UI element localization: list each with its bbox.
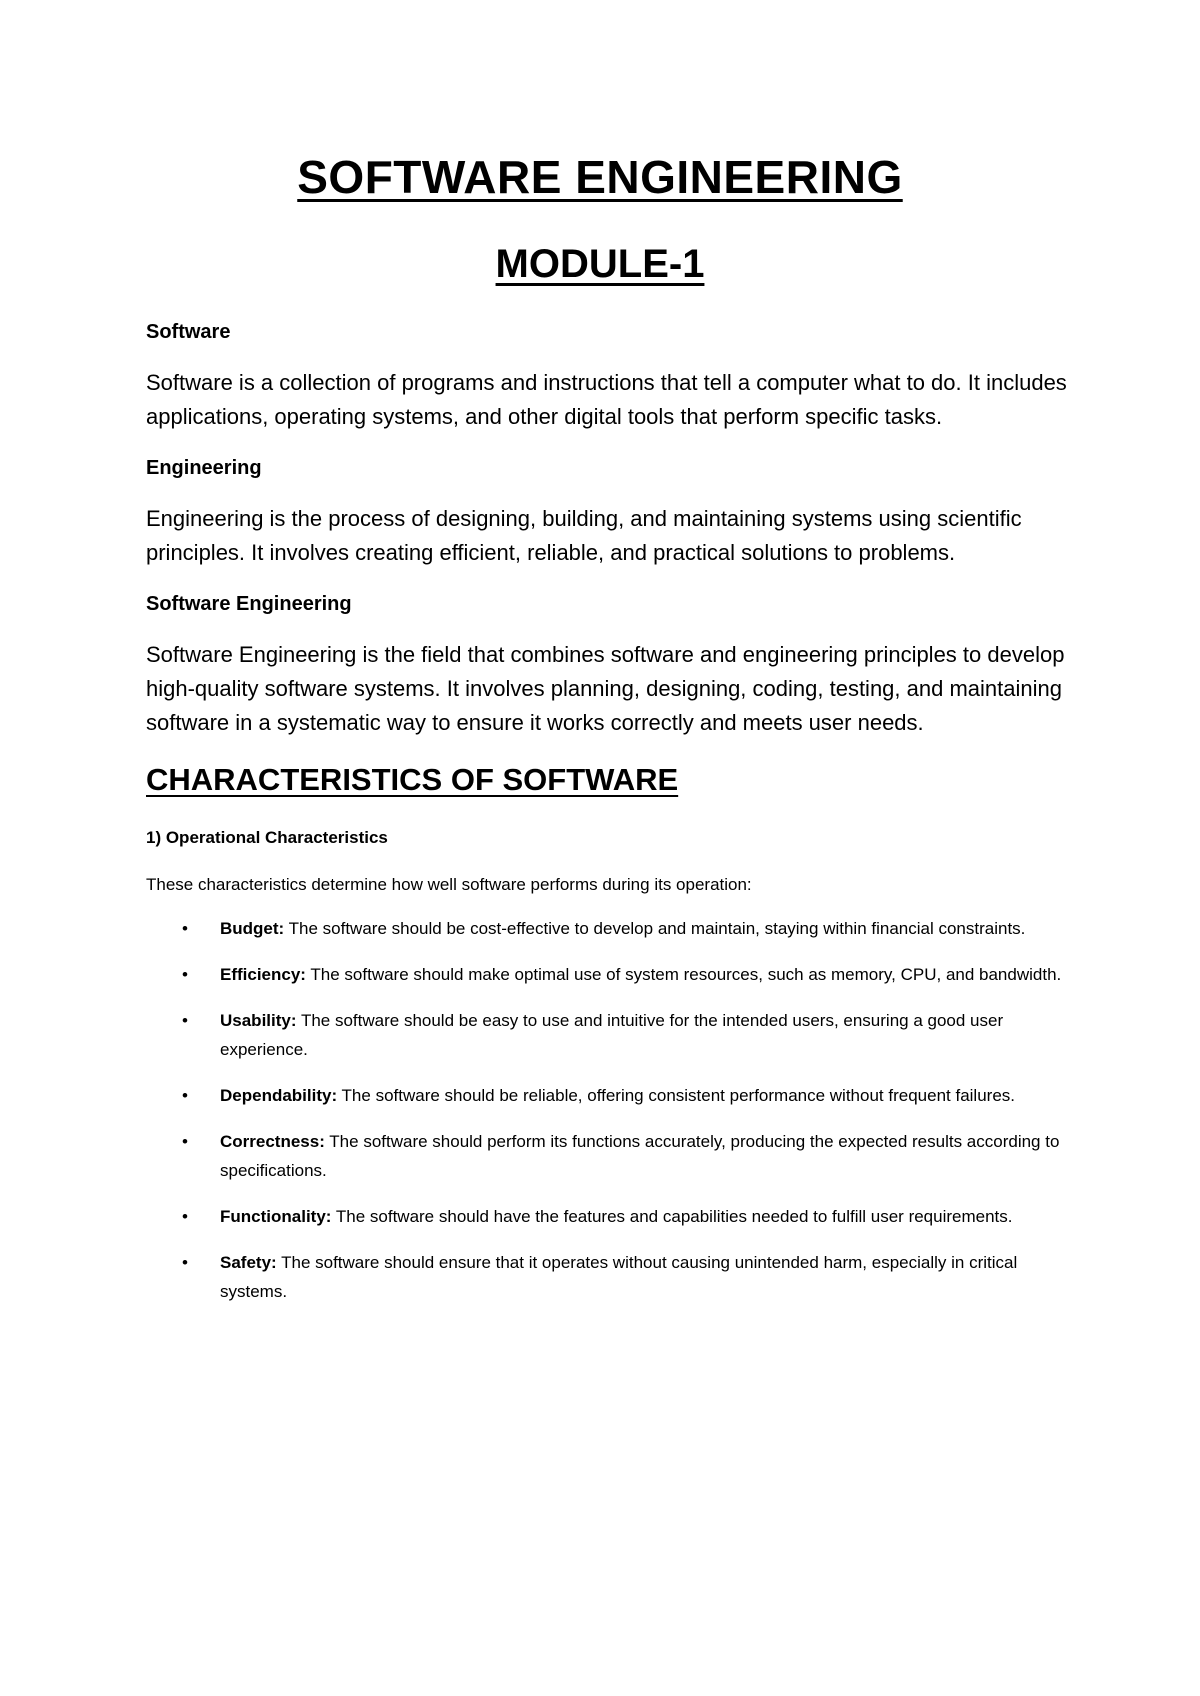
bullet-icon: • <box>182 1011 188 1030</box>
list-item <box>146 1127 1076 1185</box>
item-term: Budget: <box>220 919 285 938</box>
document-title: SOFTWARE ENGINEERING <box>297 151 903 203</box>
section-paragraph: Engineering is the process of designing, building, and maintaining systems using scientific principles. It involves creating efficient, reliable, and practical solutions to problems. <box>146 506 1022 565</box>
section-characteristics <box>146 760 1076 1306</box>
characteristics-intro: These characteristics determine how well software performs during its operation: <box>146 875 752 894</box>
list-item <box>146 914 1076 943</box>
section-paragraph: Software Engineering is the field that combines software and engineering principles to develop high-quality software systems. It involves planning, designing, coding, testing, and maintaining software in a systematic way to ensure it works correctly and meets user needs. <box>146 642 1065 735</box>
section-paragraph: Software is a collection of programs and instructions that tell a computer what to do. It includes applications, operating systems, and other digital tools that perform specific tasks. <box>146 370 1067 429</box>
operational-subheading: 1) Operational Characteristics <box>146 828 388 847</box>
item-text: The software should be reliable, offering consistent performance without frequent failures. <box>341 1086 1015 1105</box>
item-term: Usability: <box>220 1011 297 1030</box>
section-heading: Software <box>146 321 231 343</box>
item-term: Efficiency: <box>220 965 306 984</box>
section-software-engineering <box>146 590 1076 740</box>
section-software <box>146 318 1076 434</box>
section-heading: Software Engineering <box>146 593 352 615</box>
section-engineering <box>146 454 1076 570</box>
item-text: The software should have the features and capabilities needed to fulfill user requirements. <box>335 1207 1013 1226</box>
list-item <box>146 1006 1076 1064</box>
item-text: The software should perform its functions accurately, producing the expected results according to specifications. <box>220 1132 1060 1180</box>
list-item <box>146 1248 1076 1306</box>
item-text: The software should ensure that it operates without causing unintended harm, especially in critical systems. <box>220 1253 1018 1301</box>
item-term: Functionality: <box>220 1207 332 1226</box>
list-item <box>146 960 1076 989</box>
bullet-icon: • <box>182 1207 188 1226</box>
bullet-icon: • <box>182 1086 188 1105</box>
list-item <box>146 1202 1076 1231</box>
characteristics-list <box>146 914 1076 1306</box>
bullet-icon: • <box>182 1253 188 1272</box>
section-heading: Engineering <box>146 457 262 479</box>
document-body <box>146 318 1076 1323</box>
list-item <box>146 1081 1076 1110</box>
item-term: Dependability: <box>220 1086 338 1105</box>
bullet-icon: • <box>182 1132 188 1151</box>
item-text: The software should be easy to use and intuitive for the intended users, ensuring a good user experience. <box>220 1011 1004 1059</box>
bullet-icon: • <box>182 965 188 984</box>
item-term: Safety: <box>220 1253 277 1272</box>
characteristics-heading: CHARACTERISTICS OF SOFTWARE <box>146 762 679 797</box>
item-term: Correctness: <box>220 1132 325 1151</box>
item-text: The software should make optimal use of system resources, such as memory, CPU, and bandwidth. <box>310 965 1062 984</box>
item-text: The software should be cost-effective to develop and maintain, staying within financial constraints. <box>288 919 1026 938</box>
bullet-icon: • <box>182 919 188 938</box>
module-title: MODULE-1 <box>495 242 705 286</box>
